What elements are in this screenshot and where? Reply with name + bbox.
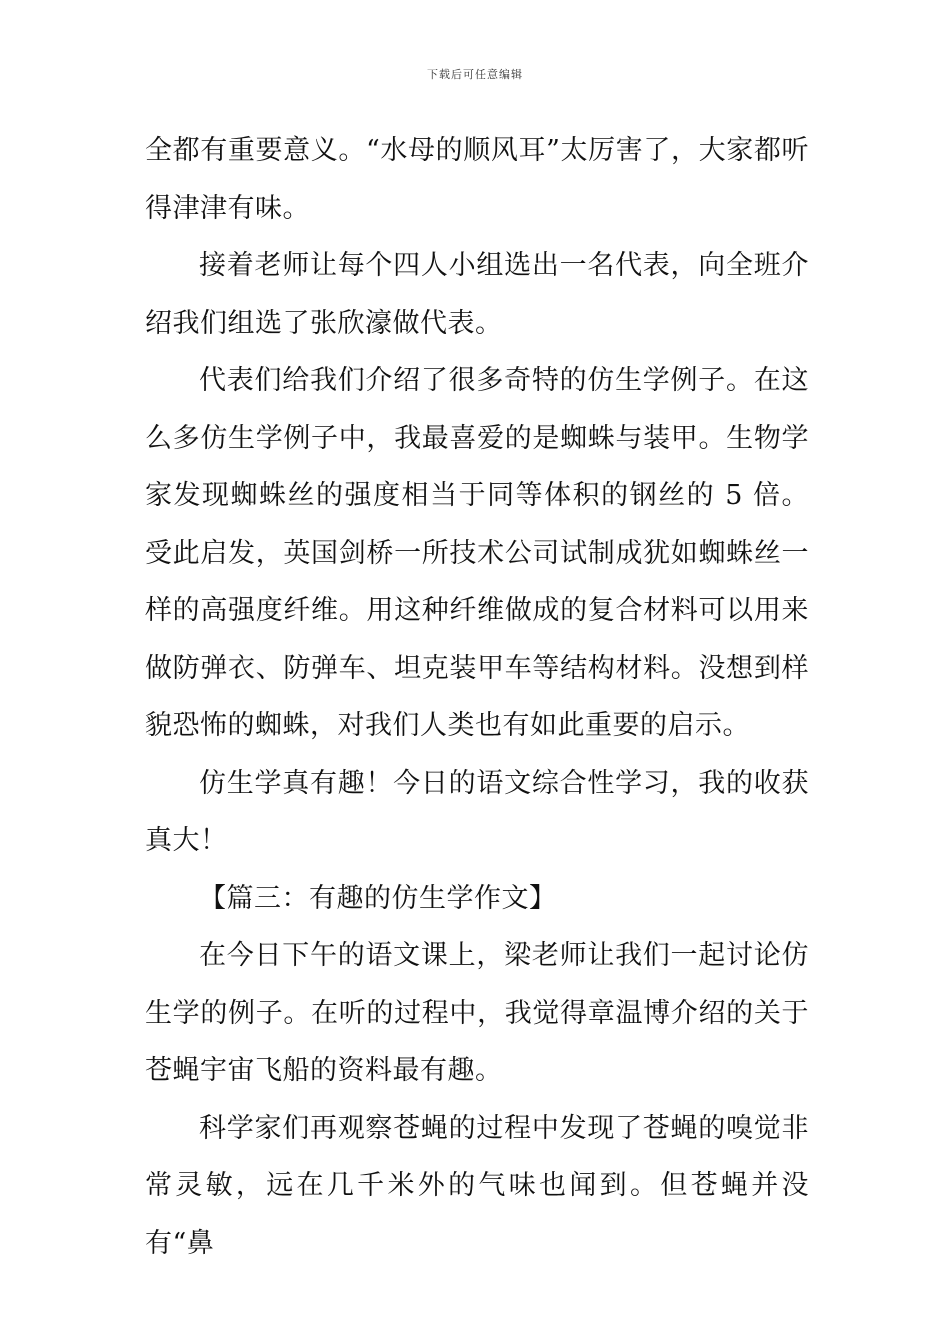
document-body xyxy=(145,122,809,1272)
paragraph: 在今日下午的语文课上，梁老师让我们一起讨论仿生学的例子。在听的过程中，我觉得章温博介绍的关于苍蝇宇宙飞船的资料最有趣。 xyxy=(145,940,809,1086)
section-heading: 【篇三：有趣的仿生学作文】 xyxy=(199,882,557,914)
paragraph: 接着老师让每个四人小组选出一名代表，向全班介绍我们组选了张欣濠做代表。 xyxy=(145,250,809,339)
paragraph: 仿生学真有趣！今日的语文综合性学习，我的收获真大！ xyxy=(145,767,809,856)
paragraph: 科学家们再观察苍蝇的过程中发现了苍蝇的嗅觉非常灵敏，远在几千米外的气味也闻到。但苍蝇并没有“鼻 xyxy=(145,1112,809,1259)
paragraph-continued: 全都有重要意义。“水母的顺风耳”太厉害了，大家都听得津津有味。 xyxy=(145,135,809,224)
paragraph: 代表们给我们介绍了很多奇特的仿生学例子。在这么多仿生学例子中，我最喜爱的是蜘蛛与装甲。生物学家发现蜘蛛丝的强度相当于同等体积的钢丝的 5 倍。受此启发，英国剑桥一所技术公司试制成犹如蜘蛛丝一样的高强度纤维。用这种纤维做成的复合材料可以用来做防弹衣、防弹车、坦克装甲车等结构材料。没想到样貌恐怖的蜘蛛，对我们人类也有如此重要的启示。 xyxy=(145,365,809,741)
page-header: 下载后可任意编辑 xyxy=(427,68,523,81)
